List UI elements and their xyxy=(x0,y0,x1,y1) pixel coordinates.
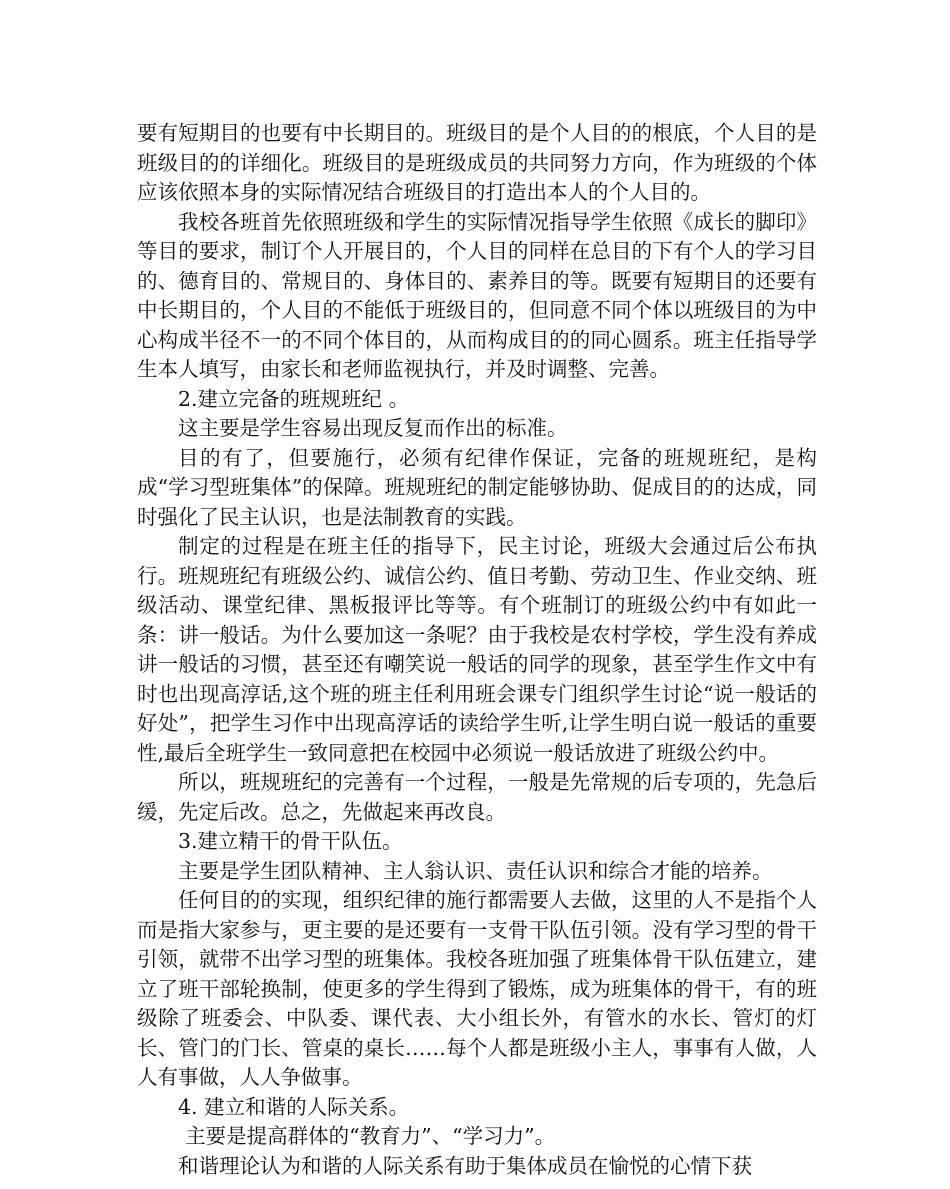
paragraph-personal-goals: 我校各班首先依照班级和学生的实际情况指导学生依照《成长的脚印》等目的要求，制订个人开展目的，个人目的同样在总目的下有个人的学习目的、德育目的、常规目的、身体目的、素养目的等。既要有短期目的还要有中长期目的，个人目的不能低于班级目的，但同意不同个体以班级目的为中心构成半径不一的不同个体目的，从而构成目的的同心圆系。班主任指导学生本人填写，由家长和老师监视执行，并及时调整、完善。 xyxy=(137,209,817,381)
document-body xyxy=(137,119,817,1181)
section-heading-class-rules: 2.建立完备的班规班纪 。 xyxy=(178,386,410,411)
paragraph-rules-process: 制定的过程是在班主任的指导下，民主讨论，班级大会通过后公布执行。班规班纪有班级公约、诚信公约、值日考勤、劳动卫生、作业交纳、班级活动、课堂纪律、黑板报评比等等。有个班制订的班级公约中有如此一条：讲一般话。为什么要加这一条呢？由于我校是农村学校，学生没有养成讲一般话的习惯，甚至还有嘲笑说一般话的同学的现象，甚至学生作文中有时也出现高淳话,这个班的班主任利用班会课专门组织学生讨论“说一般话的好处”，把学生习作中出现高淳话的读给学生听,让学生明白说一般话的重要性,最后全班学生一致同意把在校园中必须说一般话放进了班级公约中。 xyxy=(137,534,817,765)
paragraph-continuation: 要有短期目的也要有中长期目的。班级目的是个人目的的根底，个人目的是班级目的的详细化。班级目的是班级成员的共同努力方向，作为班级的个体应该依照本身的实际情况结合班级目的打造出本人的个人目的。 xyxy=(137,121,817,204)
paragraph-relationships-purpose: 主要是提高群体的“教育力”、“学习力”。 xyxy=(185,1124,556,1148)
section-heading-core-team: 3.建立精干的骨干队伍。 xyxy=(178,829,403,853)
paragraph-rules-summary: 所以，班规班纪的完善有一个过程，一般是先常规的后专项的，先急后缓，先定后改。总之，先做起来再改良。 xyxy=(137,770,817,824)
paragraph-rules-guarantee: 目的有了，但要施行，必须有纪律作保证，完备的班规班纪，是构成“学习型班集体”的保障。班规班纪的制定能够协助、促成目的的达成，同时强化了民主认识，也是法制教育的实践。 xyxy=(137,445,817,529)
paragraph-rules-purpose: 这主要是学生容易出现反复而作出的标准。 xyxy=(178,416,568,440)
paragraph-team-purpose: 主要是学生团队精神、主人翁认识、责任认识和综合才能的培养。 xyxy=(178,858,773,883)
paragraph-relationships-theory: 和谐理论认为和谐的人际关系有助于集体成员在愉悦的心情下获 xyxy=(178,1153,752,1178)
paragraph-team-details: 任何目的的实现，组织纪律的施行都需要人去做，这里的人不是指个人而是指大家参与，更主要的是还要有一支骨干队伍引领。没有学习型的骨干引领，就带不出学习型的班集体。我校各班加强了班集体骨干队伍建立，建立了班干部轮换制，使更多的学生得到了锻炼，成为班集体的骨干，有的班级除了班委会、中队委、课代表、大小组长外，有管水的水长、管灯的灯长、管门的门长、管桌的桌长……每个人都是班级小主人，事事有人做，人人有事做，人人争做事。 xyxy=(137,888,817,1089)
section-heading-relationships: 4. 建立和谐的人际关系。 xyxy=(178,1094,410,1119)
